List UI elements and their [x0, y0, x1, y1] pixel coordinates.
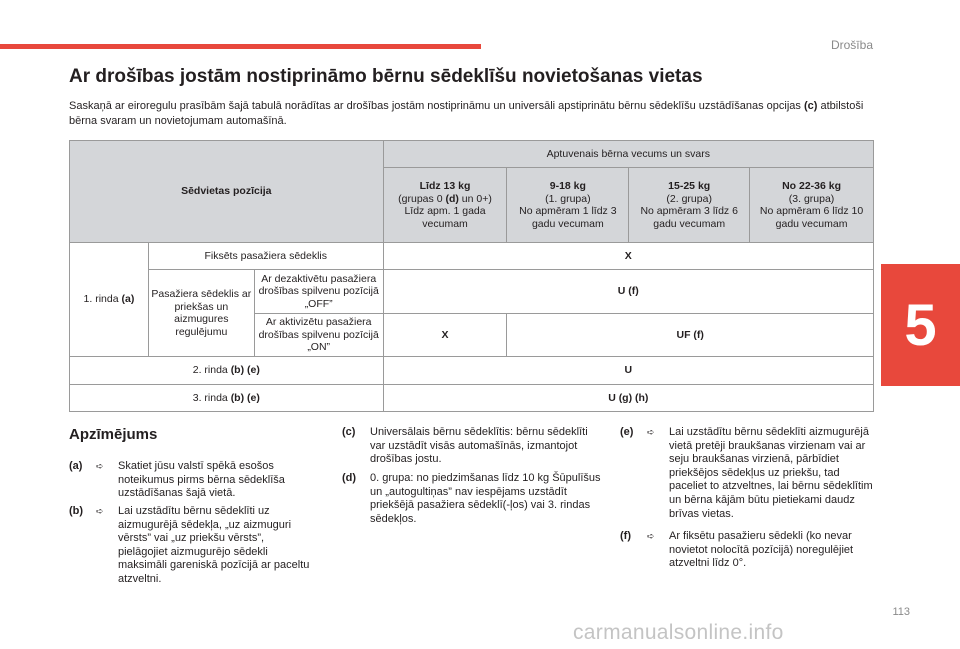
passenger-seat-label: Pasažiera sēdeklis ar priekšas un aizmugures regulējumu	[148, 270, 254, 357]
legend-note	[620, 426, 880, 526]
airbag-on-label: Ar aktivizētu pasažiera drošības spilvenu pozīcijā „ON”	[254, 314, 383, 357]
weight-group-subtitle-end: un 0+)	[458, 192, 492, 205]
weight-group-age: Līdz apm. 1 gada vecumam	[404, 205, 486, 230]
header-accent-bar	[0, 44, 481, 49]
row2-label-text: 2. rinda	[192, 364, 231, 377]
arrow-right-icon: ➪	[96, 461, 104, 471]
row2-key: (b) (e)	[230, 364, 260, 377]
legend-note	[69, 505, 314, 590]
row3-value: U (g) (h)	[383, 385, 873, 412]
row3-label-text: 3. rinda	[192, 391, 231, 404]
legend-note-key: (e)	[620, 426, 634, 438]
weight-group-header	[629, 168, 750, 243]
intro-key: (c)	[803, 100, 818, 112]
page-title: Ar drošības jostām nostiprināmo bērnu sēdeklīšu novietošanas vietas	[69, 66, 703, 87]
legend-note	[342, 472, 604, 532]
weight-group-age: No apmēram 3 līdz 6 gadu vecumam	[640, 205, 738, 230]
legend-note-key: (a)	[69, 460, 83, 472]
arrow-right-icon: ➪	[647, 427, 655, 437]
chapter-tab	[881, 264, 960, 386]
weight-group-title: 15-25 kg	[668, 180, 711, 192]
weight-group-header	[750, 168, 874, 243]
arrow-right-icon: ➪	[647, 531, 655, 541]
legend-note-text: 0. grupa: no piedzimšanas līdz 10 kg Šūpulīšus un „autogultiņas” nav iespējams uzstādīt priekšējā pasažiera sēdeklī(-ļos) vai 3. rindas sēdekļos.	[370, 472, 601, 525]
page-number: 113	[892, 606, 910, 618]
airbag-on-value-group0: X	[383, 314, 507, 357]
seat-positions-header: Sēdvietas pozīcija	[70, 141, 384, 243]
row2-label	[70, 357, 384, 385]
legend-note-key: (f)	[620, 530, 631, 542]
weight-group-subtitle: (grupas 0	[398, 192, 446, 205]
fixed-seat-value: X	[383, 243, 873, 270]
legend-note	[342, 426, 604, 471]
weight-group-subtitle: (2. grupa)	[666, 192, 712, 205]
legend-note-text: Lai uzstādītu bērnu sēdeklīti aizmugurējā vietā pretēji braukšanas virzienam vai ar seju braukšanas virzienā, pārbīdiet priekšējos sēdekļus uz priekšu, tad paceliet to atzveltnes, lai bērnu sēdeklītim un bērna kājām būtu pietiekami daudz brīvas vietas.	[669, 426, 873, 520]
section-name: Drošība	[830, 38, 873, 52]
row3-key: (b) (e)	[230, 391, 260, 404]
legend-note-key: (b)	[69, 505, 84, 517]
intro-text: Saskaņā ar eiroregulu prasībām šajā tabulā norādītas ar drošības jostām nostiprināmu un universāli apstiprinātu bērnu sēdeklīšu uzstādīšanas opcijas	[69, 100, 804, 112]
child-seat-table	[69, 140, 874, 412]
row1-label-text: 1. rinda	[83, 293, 122, 306]
weight-group-subtitle: (1. grupa)	[545, 192, 591, 205]
row2-value: U	[383, 357, 873, 385]
age-weight-header: Aptuvenais bērna vecums un svars	[383, 141, 873, 168]
legend-note-text: Universālais bērnu sēdeklītis: bērnu sēdeklīti var uzstādīt visās automašīnās, izmantojot drošības jostu.	[370, 426, 588, 466]
watermark: carmanualsonline.info	[573, 621, 784, 644]
legend-title: Apzīmējums	[69, 426, 158, 443]
legend-note	[620, 530, 880, 575]
intro-paragraph	[69, 99, 879, 128]
weight-group-title: Līdz 13 kg	[419, 180, 471, 192]
weight-group-subtitle: (3. grupa)	[788, 192, 835, 205]
row3-label	[70, 385, 384, 412]
airbag-on-value: UF (f)	[507, 314, 874, 357]
legend-note-text: Skatiet jūsu valstī spēkā esošos noteikumus pirms bērna sēdeklīša uzstādīšanas šajā vietā.	[118, 460, 285, 500]
weight-group-title: No 22-36 kg	[782, 180, 842, 192]
row1-key: (a)	[121, 293, 135, 306]
weight-group-key: (d)	[445, 192, 459, 205]
weight-group-title: 9-18 kg	[549, 180, 586, 192]
row1-label	[70, 243, 149, 357]
legend-note-key: (c)	[342, 426, 356, 438]
chapter-number: 5	[904, 292, 937, 358]
weight-group-header	[383, 168, 507, 243]
legend-note-key: (d)	[342, 472, 357, 484]
weight-group-age: No apmēram 6 līdz 10 gadu vecumam	[759, 205, 864, 230]
weight-group-age: No apmēram 1 līdz 3 gadu vecumam	[519, 205, 617, 230]
legend-note-text: Lai uzstādītu bērnu sēdeklīti uz aizmugurējā sēdekļa, „uz aizmuguri vērsts” vai „uz priekšu vērsts”, pielāgojiet aizmugurējo sēdekli maksimāli gareniskā pozīcijā ar paceltu atzveltni.	[118, 505, 310, 585]
weight-group-header	[507, 168, 629, 243]
airbag-off-label: Ar dezaktivētu pasažiera drošības spilvenu pozīcijā „OFF”	[254, 270, 383, 314]
intro-text-end: atbilstoši bērna svaram un novietojumam automašīnā.	[69, 100, 864, 127]
legend-note	[69, 460, 314, 505]
arrow-right-icon: ➪	[96, 506, 104, 516]
fixed-seat-label: Fiksēts pasažiera sēdeklis	[148, 243, 383, 270]
airbag-off-value: U (f)	[383, 270, 873, 314]
legend-note-text: Ar fiksētu pasažieru sēdekli (ko nevar novietot nolocītā pozīcijā) noregulējiet atzveltni līdz 0°.	[669, 530, 854, 570]
